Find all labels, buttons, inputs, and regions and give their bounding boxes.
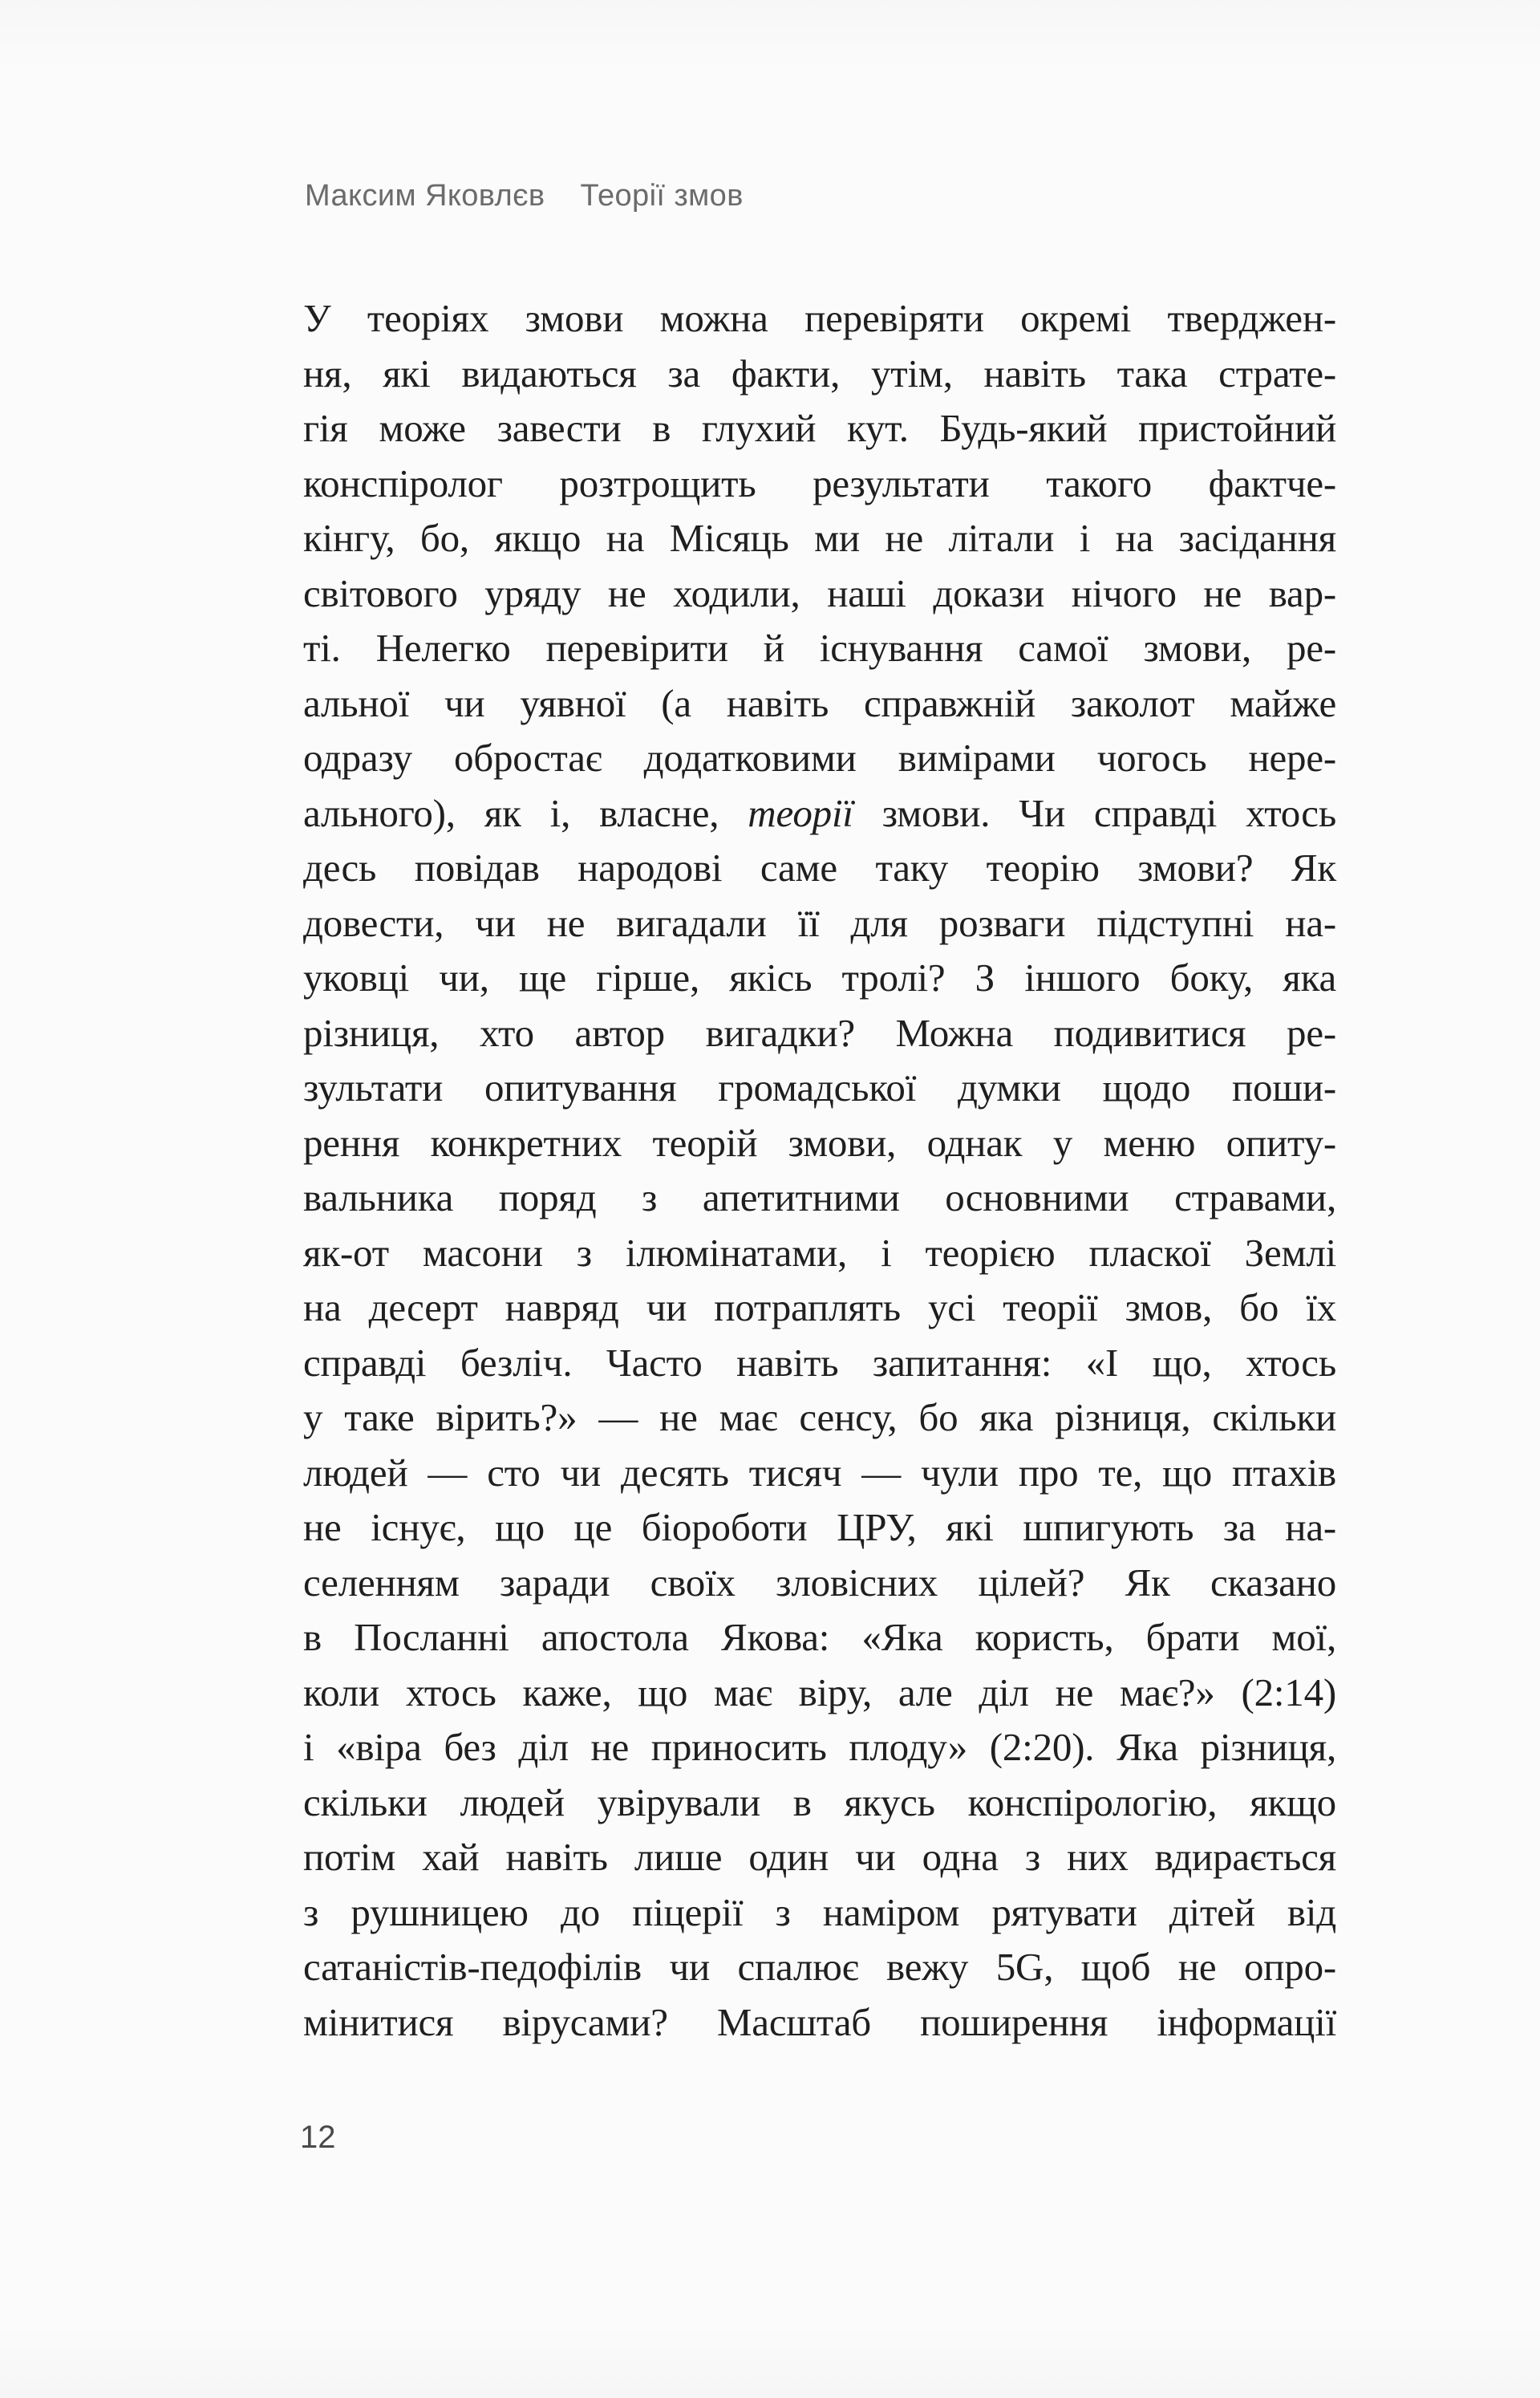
body-line (303, 1775, 1336, 1831)
body-line-segment: коли хтось каже, що має віру, але діл не має?» (2:14) (303, 1670, 1336, 1714)
body-line (303, 1171, 1336, 1226)
body-line (303, 1336, 1336, 1391)
page-number: 12 (300, 2120, 336, 2155)
body-line (303, 401, 1336, 456)
body-line-segment: у таке вірить?» — не має сенсу, бо яка різниця, скільки (303, 1395, 1336, 1439)
body-line-segment: кінгу, бо, якщо на Місяць ми не літали і на засідання (303, 516, 1336, 560)
body-line-segment: сатаністів-педофілів чи спалює вежу 5G, щоб не опро- (303, 1945, 1336, 1989)
body-text (303, 291, 1336, 2050)
body-line (303, 1940, 1336, 1995)
body-line-segment: мінитися вірусами? Масштаб поширення інформації (303, 1999, 1336, 2044)
body-line (303, 1390, 1336, 1446)
body-line-segment: різниця, хто автор вигадки? Можна подивитися ре- (303, 1010, 1336, 1055)
body-line (303, 896, 1336, 951)
body-line (303, 1995, 1336, 2051)
body-line (303, 291, 1336, 347)
body-line (303, 841, 1336, 896)
body-line-segment: ального), як і, власне, (303, 790, 748, 835)
body-line (303, 1720, 1336, 1775)
body-line-segment: вальника поряд з апетитними основними стравами, (303, 1175, 1336, 1219)
body-line (303, 1006, 1336, 1061)
body-line (303, 1830, 1336, 1885)
body-line (303, 511, 1336, 566)
running-header (305, 178, 744, 213)
body-line (303, 731, 1336, 786)
body-line-segment: альної чи уявної (а навіть справжній заколот майже (303, 680, 1336, 725)
body-line-segment: світового уряду не ходили, наші докази нічого не вар- (303, 570, 1336, 615)
header-book-title: Теорії змов (580, 179, 744, 213)
body-line-segment: одразу обростає додатковими вимірами чогось нере- (303, 736, 1336, 780)
body-line-segment: уковці чи, ще гірше, якісь тролі? З іншого боку, яка (303, 956, 1336, 1000)
body-line (303, 1280, 1336, 1336)
body-line-segment: десь повідав народові саме таку теорію змови? Як (303, 846, 1336, 890)
body-line (303, 621, 1336, 676)
page-footer (300, 2120, 336, 2156)
body-line-segment: зультати опитування громадської думки щодо поши- (303, 1065, 1336, 1110)
body-line-segment: і «віра без діл не приносить плоду» (2:20). Яка різниця, (303, 1725, 1336, 1769)
body-line-segment: потім хай навіть лише один чи одна з них вдирається (303, 1835, 1336, 1879)
body-line-segment: змови. Чи справді хтось (853, 790, 1336, 835)
body-line-italic-segment: теорії (748, 790, 853, 835)
body-line (303, 1061, 1336, 1116)
body-line-segment: конспіролог розтрощить результати такого фактче- (303, 461, 1336, 505)
body-line (303, 951, 1336, 1006)
body-line-segment: не існує, що це біороботи ЦРУ, які шпигують за на- (303, 1505, 1336, 1549)
body-line-segment: на десерт навряд чи потраплять усі теорії змов, бо їх (303, 1285, 1336, 1329)
body-line (303, 676, 1336, 732)
body-line-segment: У теоріях змови можна перевіряти окремі тверджен- (303, 296, 1336, 340)
body-line (303, 456, 1336, 512)
body-line-segment: рення конкретних теорій змови, однак у меню опиту- (303, 1120, 1336, 1165)
body-line (303, 1666, 1336, 1721)
body-line (303, 1116, 1336, 1171)
header-author: Максим Яковлєв (305, 179, 545, 213)
body-line (303, 1885, 1336, 1941)
body-line-segment: довести, чи не вигадали її для розваги підступні на- (303, 900, 1336, 945)
body-line (303, 347, 1336, 402)
body-line (303, 1610, 1336, 1666)
body-line-segment: справді безліч. Часто навіть запитання: «І що, хтось (303, 1340, 1336, 1385)
body-line (303, 566, 1336, 622)
body-line-segment: людей — сто чи десять тисяч — чули про те, що птахів (303, 1450, 1336, 1495)
body-line (303, 786, 1336, 842)
body-line-segment: селенням заради своїх зловісних цілей? Як сказано (303, 1560, 1336, 1605)
body-line-segment: ті. Нелегко перевірити й існування самої змови, ре- (303, 626, 1336, 670)
body-line (303, 1500, 1336, 1556)
body-line (303, 1226, 1336, 1281)
body-line (303, 1446, 1336, 1501)
body-line-segment: скільки людей увірували в якусь конспірологію, якщо (303, 1779, 1336, 1824)
body-line-segment: ня, які видаються за факти, утім, навіть така страте- (303, 351, 1336, 396)
body-line-segment: гія може завести в глухий кут. Будь-який пристойний (303, 406, 1336, 450)
body-line (303, 1556, 1336, 1611)
body-line-segment: в Посланні апостола Якова: «Яка користь, брати мої, (303, 1615, 1336, 1659)
body-line-segment: з рушницею до піцерії з наміром рятувати дітей від (303, 1889, 1336, 1934)
body-line-segment: як-от масони з ілюмінатами, і теорією пласкої Землі (303, 1230, 1336, 1275)
